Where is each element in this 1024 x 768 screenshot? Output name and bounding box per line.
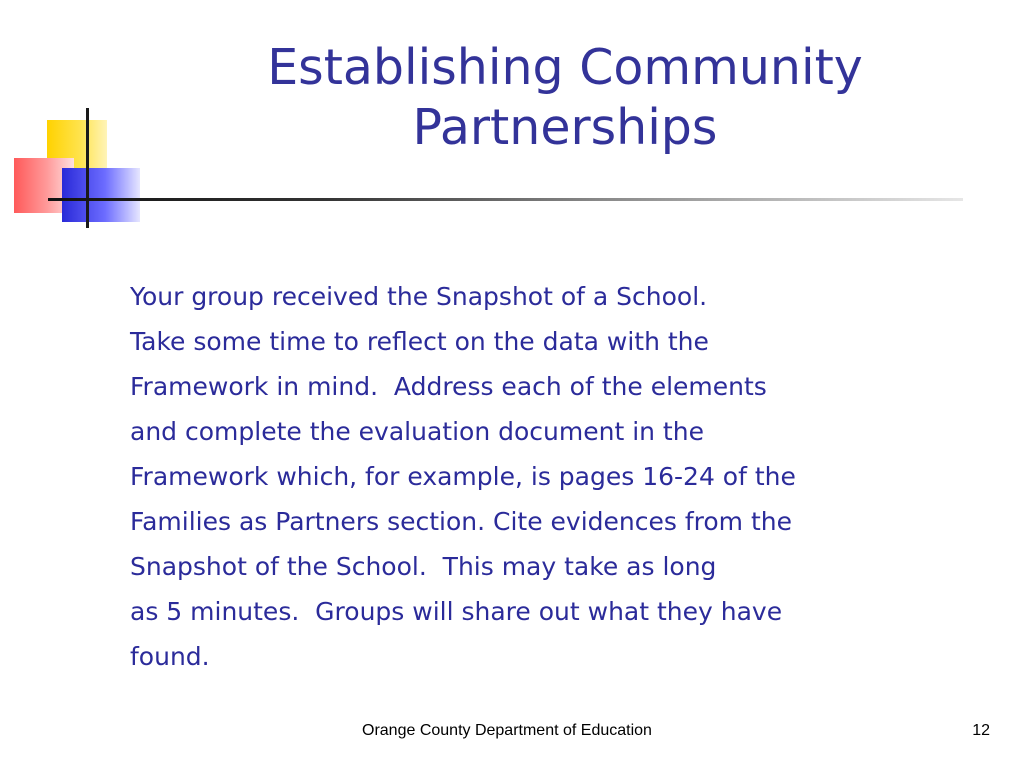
body-line: Framework which, for example, is pages 16-24 of the (130, 462, 796, 491)
body-line: Families as Partners section. Cite evidences from the (130, 507, 792, 536)
body-line: as 5 minutes. Groups will share out what they have (130, 597, 783, 626)
horizontal-rule (48, 198, 963, 201)
body-line: Your group received the Snapshot of a School. (130, 282, 708, 311)
slide-title (200, 38, 930, 158)
body-line: Take some time to reflect on the data with the (130, 327, 709, 356)
body-line: and complete the evaluation document in the (130, 417, 704, 446)
page-number: 12 (972, 722, 990, 739)
vertical-rule (86, 108, 89, 228)
footer-text: Orange County Department of Education (362, 722, 652, 739)
body-line: found. (130, 642, 210, 671)
body-line: Framework in mind. Address each of the elements (130, 372, 767, 401)
body-text (130, 274, 970, 679)
title-line-2: Partnerships (412, 99, 718, 156)
decorative-logo (0, 100, 150, 240)
body-line: Snapshot of the School. This may take as long (130, 552, 717, 581)
blue-square (62, 168, 140, 222)
title-line-1: Establishing Community (267, 39, 863, 96)
